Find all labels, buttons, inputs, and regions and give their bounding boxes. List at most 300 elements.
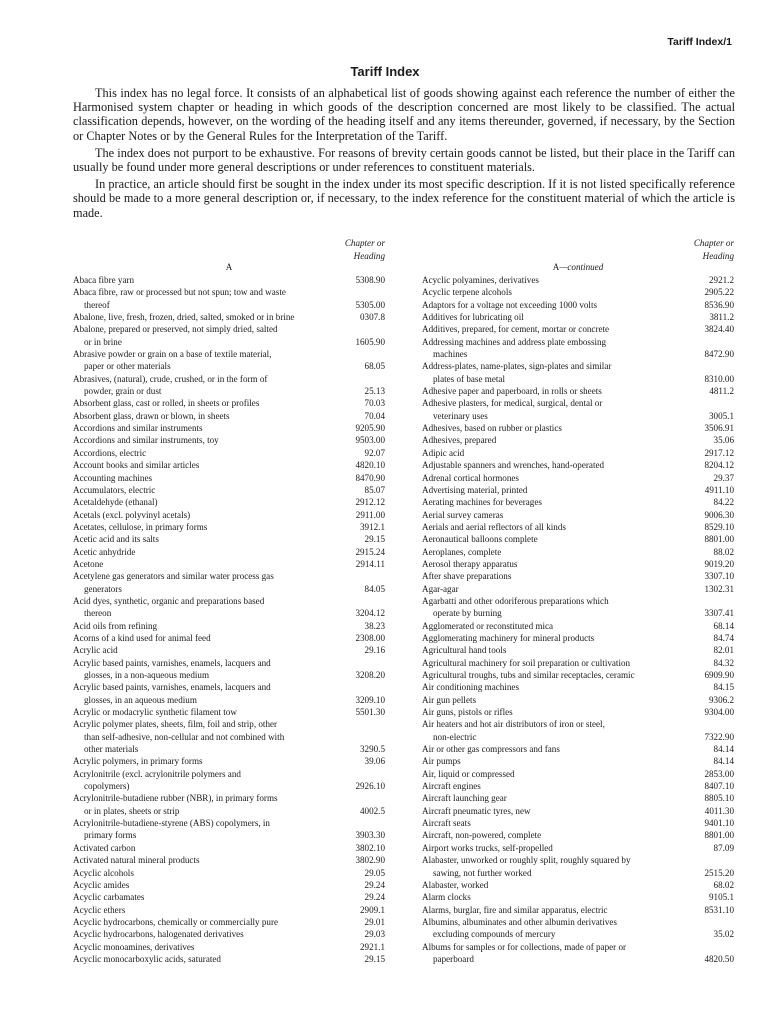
entry-heading-code: 84.74 <box>713 632 734 643</box>
entry-heading-code: 84.15 <box>713 682 734 693</box>
entry-description-line: After shave preparations <box>422 571 512 582</box>
entry-description-line: Abaca fibre, raw or processed but not spun; tow and waste <box>73 287 286 298</box>
entry-description-line: operate by burning <box>433 608 502 619</box>
entry-heading-code: 35.02 <box>713 929 734 940</box>
entry-heading-code: 0307.8 <box>359 312 385 323</box>
entry-description <box>73 447 333 459</box>
entry-description-line: Adrenal cortical hormones <box>422 472 519 483</box>
column-header <box>73 237 385 274</box>
entry-description-line: Air heaters and hot air distributors of iron or steel, <box>422 719 605 730</box>
entry-description <box>73 546 333 558</box>
entry-description <box>73 953 333 965</box>
entry-description-line: veterinary uses <box>433 410 488 421</box>
entry-description <box>73 867 333 879</box>
entry-description <box>422 694 682 706</box>
entry-heading-code: 2515.20 <box>704 867 734 878</box>
entry-description-line: Airport works trucks, self-propelled <box>422 842 553 853</box>
entry-description <box>73 842 333 854</box>
letter: A <box>225 262 233 272</box>
entry-description-line: Accordions, electric <box>73 447 147 458</box>
entry-description-line: powder, grain or dust <box>84 386 162 397</box>
index-entry <box>73 842 385 854</box>
entry-description-line: Adhesives, based on rubber or plastics <box>422 423 562 434</box>
entry-heading-code: 2921.1 <box>359 941 385 952</box>
entry-description <box>422 904 682 916</box>
entry-heading-code: 8536.90 <box>704 299 734 310</box>
entry-heading-code: 2905.22 <box>704 287 734 298</box>
index-entry <box>73 533 385 545</box>
entry-description <box>422 286 682 298</box>
entry-description-line: copolymers) <box>84 781 130 792</box>
entry-description-line: Alarms, burglar, fire and similar apparatus, electric <box>422 904 608 915</box>
index-entry <box>73 311 385 323</box>
index-entry <box>422 941 734 966</box>
index-entry <box>73 854 385 866</box>
entry-description <box>422 817 682 829</box>
entry-description <box>73 706 333 718</box>
entry-heading-code: 9503.00 <box>355 435 385 446</box>
entry-description <box>73 657 333 682</box>
index-entry <box>73 397 385 409</box>
index-entry <box>73 558 385 570</box>
entry-heading-code: 25.13 <box>364 386 385 397</box>
entry-description-line: Abrasive powder or grain on a base of textile material, <box>73 349 272 360</box>
index-entry <box>422 817 734 829</box>
entry-description <box>422 768 682 780</box>
index-entry <box>73 546 385 558</box>
entry-description <box>422 595 682 620</box>
entry-description-line: Accordions and similar instruments, toy <box>73 435 219 446</box>
index-entry <box>422 521 734 533</box>
index-entry <box>73 447 385 459</box>
entry-description-line: other materials <box>84 744 139 755</box>
index-entry <box>422 632 734 644</box>
entry-description-line: Aerials and aerial reflectors of all kinds <box>422 521 566 532</box>
entry-description <box>422 891 682 903</box>
entry-heading-code: 84.22 <box>713 497 734 508</box>
entry-description <box>73 681 333 706</box>
entry-description <box>422 546 682 558</box>
entry-description-line: Acrylonitrile-butadiene rubber (NBR), in primary forms <box>73 793 278 804</box>
entry-description-line: Acyclic ethers <box>73 904 126 915</box>
entry-description <box>73 570 333 595</box>
entry-heading-code: 29.24 <box>364 879 385 890</box>
index-column-right <box>422 237 734 965</box>
entry-description <box>422 792 682 804</box>
entry-heading-code: 3912.1 <box>359 521 385 532</box>
entry-heading-code: 5305.00 <box>355 299 385 310</box>
entry-description-line: Aircraft seats <box>422 818 471 829</box>
index-entry <box>73 718 385 755</box>
index-entry <box>73 755 385 767</box>
entry-description-line: Activated natural mineral products <box>73 855 200 866</box>
entry-description <box>422 879 682 891</box>
entry-heading-code: 3802.90 <box>355 855 385 866</box>
entry-heading-code: 4820.10 <box>355 460 385 471</box>
entry-description-line: Aerosol therapy apparatus <box>422 558 518 569</box>
entry-description <box>73 422 333 434</box>
entry-description-line: Air gun pellets <box>422 694 477 705</box>
index-entry <box>422 323 734 335</box>
entry-description <box>73 533 333 545</box>
entry-heading-code: 84.14 <box>713 756 734 767</box>
entry-list <box>422 274 734 965</box>
index-entry <box>422 299 734 311</box>
index-entry <box>422 274 734 286</box>
index-entry <box>422 509 734 521</box>
entry-heading-code: 29.15 <box>364 534 385 545</box>
entry-heading-code: 29.03 <box>364 929 385 940</box>
index-entry <box>73 521 385 533</box>
entry-heading-code: 8801.00 <box>704 830 734 841</box>
index-entry <box>422 879 734 891</box>
entry-description <box>73 854 333 866</box>
entry-description-line: or in plates, sheets or strip <box>84 805 180 816</box>
entry-description-line: Air guns, pistols or rifles <box>422 707 513 718</box>
entry-heading-code: 39.06 <box>364 756 385 767</box>
entry-description <box>73 459 333 471</box>
entry-heading-code: 3903.30 <box>355 830 385 841</box>
entry-description-line: Agglomerating machinery for mineral products <box>422 632 595 643</box>
entry-description <box>422 570 682 582</box>
entry-heading-code: 8310.00 <box>704 373 734 384</box>
entry-heading-code: 7322.90 <box>704 731 734 742</box>
entry-description-line: Additives, prepared, for cement, mortar or concrete <box>422 324 610 335</box>
index-entry <box>422 447 734 459</box>
entry-description <box>73 644 333 656</box>
entry-description <box>422 299 682 311</box>
entry-description-line: Abalone, live, fresh, frozen, dried, salted, smoked or in brine <box>73 312 295 323</box>
entry-description-line: Acyclic hydrocarbons, halogenated derivatives <box>73 929 244 940</box>
entry-heading-code: 6909.90 <box>704 670 734 680</box>
entry-description-line: Acrylonitrile (excl. acrylonitrile polymers and <box>73 768 241 779</box>
heading-label-line: Heading <box>702 250 734 261</box>
entry-heading-code: 8472.90 <box>704 349 734 360</box>
entry-description <box>73 755 333 767</box>
entry-list <box>73 274 385 965</box>
entry-heading-code: 29.15 <box>364 953 385 964</box>
entry-description-line: Accounting machines <box>73 472 153 483</box>
entry-heading-code: 8407.10 <box>704 781 734 792</box>
entry-description-line: Agar-agar <box>422 583 459 594</box>
entry-description-line: Additives for lubricating oil <box>422 312 524 323</box>
entry-heading-code: 4911.10 <box>704 484 734 495</box>
entry-description <box>422 620 682 632</box>
entry-heading-code: 84.32 <box>713 657 734 668</box>
entry-description <box>422 755 682 767</box>
entry-description <box>73 891 333 903</box>
index-entry <box>73 792 385 817</box>
entry-description <box>73 472 333 484</box>
index-entry <box>73 373 385 398</box>
entry-heading-code: 3506.91 <box>704 423 734 434</box>
index-entry <box>73 570 385 595</box>
entry-description <box>422 422 682 434</box>
entry-description-line: sawing, not further worked <box>433 867 532 878</box>
entry-description-line: Acetates, cellulose, in primary forms <box>73 521 208 532</box>
entry-description <box>422 644 682 656</box>
entry-description <box>422 780 682 792</box>
column-header <box>422 237 734 274</box>
entry-description <box>422 669 682 681</box>
index-entry <box>73 879 385 891</box>
entry-heading-code: 29.24 <box>364 892 385 903</box>
index-entry <box>422 891 734 903</box>
entry-description <box>422 533 682 545</box>
entry-heading-code: 1605.90 <box>355 336 385 347</box>
entry-heading-code: 3290.5 <box>359 744 385 755</box>
entry-description-line: Adhesive plasters, for medical, surgical, dental or <box>422 398 603 409</box>
entry-description <box>73 620 333 632</box>
index-entry <box>73 620 385 632</box>
entry-heading-code: 8204.12 <box>704 460 734 471</box>
entry-description <box>73 410 333 422</box>
entry-description-line: Acetylene gas generators and similar water process gas <box>73 571 274 582</box>
entry-description <box>73 916 333 928</box>
entry-description <box>422 916 682 941</box>
entry-heading-code: 70.04 <box>364 410 385 421</box>
entry-description-line: Acyclic terpene alcohols <box>422 287 512 298</box>
entry-description-line: Acyclic hydrocarbons, chemically or commercially pure <box>73 916 279 927</box>
index-entry <box>422 780 734 792</box>
entry-description <box>422 484 682 496</box>
entry-heading-code: 9304.00 <box>704 707 734 718</box>
entry-description-line: Agricultural machinery for soil preparation or cultivation <box>422 657 631 668</box>
entry-description-line: Aircraft pneumatic tyres, new <box>422 805 531 816</box>
entry-description-line: thereof <box>84 299 110 310</box>
index-entry <box>422 496 734 508</box>
index-entry <box>422 336 734 361</box>
index-entry <box>73 657 385 682</box>
chapter-label-line: Chapter or <box>693 238 734 248</box>
index-entry <box>73 348 385 373</box>
index-entry <box>422 657 734 669</box>
index-entry <box>422 583 734 595</box>
entry-heading-code: 85.07 <box>364 484 385 495</box>
entry-description-line: machines <box>433 349 468 360</box>
intro-paragraph: In practice, an article should first be sought in the index under its most specific description. If it is not listed specifically reference should be made to a more general description or, if necessary, to the index reference for the constituent material of which the article is made. <box>73 177 735 220</box>
entry-description-line: Agglomerated or reconstituted mica <box>422 620 554 631</box>
index-entry <box>73 632 385 644</box>
index-entry <box>422 360 734 385</box>
entry-heading-code: 4811.2 <box>709 386 734 397</box>
index-entry <box>422 694 734 706</box>
entry-description <box>73 928 333 940</box>
index-entry <box>73 509 385 521</box>
index-entry <box>73 891 385 903</box>
entry-description-line: Aircraft launching gear <box>422 793 507 804</box>
entry-heading-code: 2921.2 <box>708 275 734 285</box>
entry-description <box>73 521 333 533</box>
entry-heading-code: 87.09 <box>713 842 734 853</box>
section-letter <box>422 261 734 273</box>
entry-heading-code: 3005.1 <box>708 410 734 421</box>
entry-description <box>422 941 682 966</box>
entry-heading-code: 70.03 <box>364 398 385 409</box>
index-entry <box>422 706 734 718</box>
entry-description <box>73 434 333 446</box>
entry-description <box>422 274 682 286</box>
entry-description <box>422 681 682 693</box>
entry-heading-code: 84.14 <box>713 744 734 755</box>
entry-heading-code: 8805.10 <box>704 793 734 804</box>
entry-description-line: paper or other materials <box>84 361 171 372</box>
entry-description <box>422 447 682 459</box>
entry-description-line: Acetaldehyde (ethanal) <box>73 497 158 508</box>
entry-description-line: excluding compounds of mercury <box>433 929 556 940</box>
entry-description <box>73 323 333 348</box>
entry-description-line: Acyclic carbamates <box>73 892 145 903</box>
index-entry <box>422 681 734 693</box>
continued-label: —continued <box>559 262 604 272</box>
entry-heading-code: 3307.41 <box>704 608 734 619</box>
document-title: Tariff Index <box>350 64 420 79</box>
index-entry <box>422 472 734 484</box>
entry-description-line: glosses, in an aqueous medium <box>84 694 197 705</box>
entry-description-line: Agricultural troughs, tubs and similar receptacles, ceramic <box>422 670 635 680</box>
entry-description-line: paperboard <box>433 953 474 964</box>
index-entry <box>422 718 734 743</box>
entry-heading-code: 4820.50 <box>704 953 734 964</box>
entry-description <box>422 360 682 385</box>
entry-description-line: or in brine <box>84 336 122 347</box>
index-entry <box>422 558 734 570</box>
entry-description <box>73 718 333 755</box>
entry-description <box>422 434 682 446</box>
entry-description <box>422 311 682 323</box>
letter: A <box>552 262 560 272</box>
index-entry <box>73 706 385 718</box>
entry-heading-code: 2911.00 <box>355 509 385 520</box>
index-entry <box>73 286 385 311</box>
entry-heading-code: 9401.10 <box>704 818 734 829</box>
entry-description <box>73 768 333 793</box>
entry-description-line: Abalone, prepared or preserved, not simply dried, salted <box>73 324 278 335</box>
entry-heading-code: 9006.30 <box>704 509 734 520</box>
index-entry <box>422 620 734 632</box>
index-entry <box>422 669 734 681</box>
entry-heading-code: 4002.5 <box>359 805 385 816</box>
entry-description-line: Albums for samples or for collections, made of paper or <box>422 941 627 952</box>
entry-heading-code: 2926.10 <box>355 781 385 792</box>
index-entry <box>73 681 385 706</box>
entry-heading-code: 2853.00 <box>704 768 734 779</box>
entry-heading-code: 3204.12 <box>355 608 385 619</box>
page-reference: Tariff Index/1 <box>667 36 732 48</box>
entry-description-line: Aeroplanes, complete <box>422 546 502 557</box>
entry-heading-code: 2308.00 <box>355 632 385 643</box>
entry-heading-code: 29.01 <box>364 916 385 927</box>
entry-description-line: Activated carbon <box>73 842 136 853</box>
entry-description-line: Accumulators, electric <box>73 484 156 495</box>
entry-description-line: Address-plates, name-plates, sign-plates and similar <box>422 361 612 372</box>
entry-description <box>73 496 333 508</box>
entry-heading-code: 1302.31 <box>704 583 734 594</box>
entry-description <box>422 496 682 508</box>
entry-heading-code: 9205.90 <box>355 423 385 434</box>
index-entry <box>73 274 385 286</box>
entry-description-line: Acrylic acid <box>73 645 118 656</box>
entry-description-line: Acetals (excl. polyvinyl acetals) <box>73 509 191 520</box>
entry-heading-code: 5308.90 <box>355 275 385 285</box>
entry-description-line: generators <box>84 583 122 594</box>
entry-description <box>73 509 333 521</box>
entry-description-line: thereon <box>84 608 112 619</box>
entry-description <box>422 509 682 521</box>
entry-heading-code: 2909.1 <box>359 904 385 915</box>
entry-description-line: Acyclic amides <box>73 879 130 890</box>
entry-description-line: Acrylic based paints, varnishes, enamels, lacquers and <box>73 657 271 668</box>
entry-heading-code: 3307.10 <box>704 571 734 582</box>
entry-description-line: Agarbatti and other odoriferous preparations which <box>422 595 609 606</box>
entry-description-line: Air or other gas compressors and fans <box>422 744 560 755</box>
index-entry <box>422 743 734 755</box>
entry-description-line: Adhesive paper and paperboard, in rolls or sheets <box>422 386 602 397</box>
entry-description <box>422 718 682 743</box>
index-entry <box>73 496 385 508</box>
entry-description <box>422 805 682 817</box>
entry-description-line: Acetic anhydride <box>73 546 136 557</box>
chapter-label-line: Chapter or <box>344 238 385 248</box>
index-entry <box>422 434 734 446</box>
index-entry <box>422 904 734 916</box>
entry-description-line: Adipic acid <box>422 447 465 458</box>
index-entry <box>73 459 385 471</box>
entry-heading-code: 29.05 <box>364 867 385 878</box>
entry-description <box>73 373 333 398</box>
entry-description <box>422 385 682 397</box>
entry-description-line: Albumins, albuminates and other albumin derivatives <box>422 916 617 927</box>
index-entry <box>422 311 734 323</box>
entry-description <box>422 336 682 361</box>
entry-heading-code: 88.02 <box>713 546 734 557</box>
entry-description-line: Acyclic polyamines, derivatives <box>422 275 539 285</box>
index-entry <box>73 595 385 620</box>
entry-heading-code: 8531.10 <box>704 904 734 915</box>
entry-description-line: Abaca fibre yarn <box>73 275 135 285</box>
entry-description-line: Air pumps <box>422 756 461 767</box>
index-entry <box>422 533 734 545</box>
index-entry <box>73 928 385 940</box>
entry-heading-code: 92.07 <box>364 447 385 458</box>
entry-description-line: Accordions and similar instruments <box>73 423 203 434</box>
entry-description <box>73 274 333 286</box>
entry-heading-code: 9019.20 <box>704 558 734 569</box>
entry-description-line: Addressing machines and address plate embossing <box>422 336 607 347</box>
entry-description-line: non-electric <box>433 731 477 742</box>
entry-description-line: plates of base metal <box>433 373 505 384</box>
index-entry <box>422 644 734 656</box>
entry-description <box>73 941 333 953</box>
entry-description-line: Adaptors for a voltage not exceeding 1000 volts <box>422 299 598 310</box>
entry-description <box>422 472 682 484</box>
entry-description <box>422 583 682 595</box>
index-entry <box>422 595 734 620</box>
intro-text <box>73 86 735 223</box>
index-entry <box>422 422 734 434</box>
entry-heading-code: 35.06 <box>713 435 734 446</box>
entry-heading-code: 82.01 <box>713 645 734 656</box>
index-entry <box>73 817 385 842</box>
index-entry <box>73 422 385 434</box>
entry-description-line: Acrylic polymers, in primary forms <box>73 756 203 767</box>
entry-description-line: glosses, in a non-aqueous medium <box>84 670 210 680</box>
index-entry <box>73 434 385 446</box>
index-entry <box>73 904 385 916</box>
index-entry <box>422 842 734 854</box>
intro-paragraph: This index has no legal force. It consists of an alphabetical list of goods showing against each reference the number of either the Harmonised system chapter or heading in which goods of the description concerned are most likely to be classified. The actual classification depends, however, on the wording of the heading itself and any items thereunder, governed, if necessary, by the Section or Chapter Notes or by the General Rules for the Interpretation of the Tariff. <box>73 86 735 143</box>
entry-description <box>422 459 682 471</box>
